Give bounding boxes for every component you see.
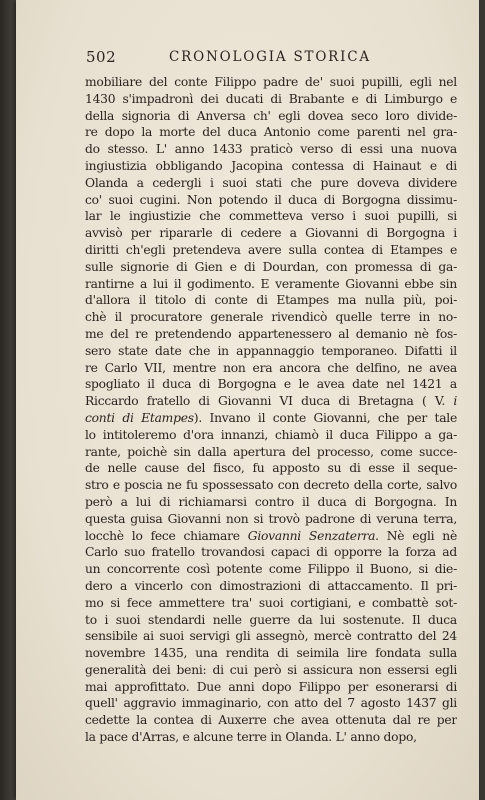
running-head: [86, 48, 454, 68]
text-line: [85, 628, 457, 645]
text-segment: quell' aggravio immaginario, con atto del 7 agosto 1437 gli: [85, 696, 457, 711]
text-segment: lar le ingiustizie che commetteva verso i suoi pupilli, si: [85, 209, 457, 224]
text-line: [85, 477, 457, 494]
text-line: [85, 645, 457, 662]
body-text: [85, 74, 457, 746]
text-segment: della signoria di Anversa ch' egli dovea seco loro divide-: [85, 108, 457, 123]
text-line: [85, 511, 457, 528]
text-line: [85, 460, 457, 477]
text-line: [85, 259, 457, 276]
text-segment: diritti ch'egli pretendeva avere sulla contea di Etampes e: [85, 242, 457, 257]
text-segment: d'allora il titolo di conte di Etampes ma nulla più, poi-: [85, 293, 457, 308]
text-segment: . Nè egli nè: [375, 528, 457, 543]
text-segment: ingiustizia obbligando Jacopina contessa di Hainaut e di: [85, 158, 457, 173]
text-line: [85, 276, 457, 293]
text-segment: avvisò per ripararle di cedere a Giovanni di Borgogna i: [85, 226, 457, 241]
text-segment: dero a vincerlo con dimostrazioni di attaccamento. Il pri-: [85, 578, 457, 593]
text-segment: re dopo la morte del duca Antonio come parenti nel gra-: [85, 125, 457, 140]
text-line: [85, 192, 457, 209]
text-segment: locchè lo fece chiamare: [85, 528, 248, 543]
text-segment: mai approfittato. Due anni dopo Filippo per esonerarsi di: [85, 679, 457, 694]
text-segment: re Carlo VII, mentre non era ancora che delfino, ne avea: [85, 360, 457, 375]
text-line: [85, 427, 457, 444]
text-line: [85, 292, 457, 309]
text-segment: Carlo suo fratello trovandosi capaci di opporre la forza ad: [85, 545, 457, 560]
text-line: [85, 343, 457, 360]
text-line: [85, 561, 457, 578]
text-segment: to i suoi stendardi nelle guerre da lui sostenute. Il duca: [85, 612, 457, 627]
text-segment: la pace d'Arras, e alcune terre in Olanda. L' anno dopo,: [85, 730, 417, 745]
italic-text: Giovanni Senzaterra: [247, 528, 376, 543]
text-line: [85, 595, 457, 612]
text-line: [85, 141, 457, 158]
text-segment: Olanda a cedergli i suoi stati che pure doveva dividere: [85, 175, 457, 190]
text-line: [85, 712, 457, 729]
running-title: CRONOLOGIA STORICA: [169, 49, 371, 65]
text-segment: sulle signorie di Gien e di Dourdan, con promessa di ga-: [85, 259, 457, 274]
text-line: [85, 695, 457, 712]
text-segment: rante, poichè sin dalla apertura del processo, come succe-: [85, 444, 457, 459]
text-segment: do stesso. L' anno 1433 praticò verso di essi una nuova: [85, 142, 457, 157]
text-segment: Riccardo fratello di Giovanni VI duca di Bretagna ( V.: [85, 394, 454, 409]
text-line: [85, 242, 457, 259]
text-segment: spogliato il duca di Borgogna e le avea date nel 1421 a: [85, 377, 457, 392]
italic-text: conti di Etampes: [85, 410, 194, 425]
text-segment: mo si fece ammettere tra' suoi cortigiani, e combattè sot-: [85, 595, 457, 610]
text-segment: novembre 1435, una rendita di seimila lire fondata sulla: [85, 646, 457, 661]
text-line: [85, 679, 457, 696]
text-line: [85, 108, 457, 125]
text-line: [85, 158, 457, 175]
text-line: [85, 612, 457, 629]
text-segment: cedette la contea di Auxerre che avea ottenuta dal re per: [85, 713, 457, 728]
text-segment: generalità dei beni: di cui però si assicura non essersi egli: [85, 662, 457, 677]
text-segment: un concorrente così potente come Filippo il Buono, si die-: [85, 562, 457, 577]
text-line: [85, 494, 457, 511]
text-segment: 1430 s'impadronì dei ducati di Brabante e di Limburgo e: [85, 91, 457, 106]
text-line: [85, 124, 457, 141]
text-line: [85, 662, 457, 679]
text-segment: me del re pretendendo appartenessero al demanio nè fos-: [85, 326, 457, 341]
text-line: [85, 326, 457, 343]
italic-text: i: [453, 394, 457, 409]
text-segment: sensibile ai suoi servigi gli assegnò, mercè contratto del 24: [85, 629, 457, 644]
text-segment: mobiliare del conte Filippo padre de' suoi pupilli, egli nel: [85, 75, 457, 89]
text-line: [85, 309, 457, 326]
text-line: [85, 410, 457, 427]
text-segment: questa guisa Giovanni non si trovò padrone di veruna terra,: [85, 511, 457, 526]
text-segment: de nelle cause del fisco, fu apposto su di esse il seque-: [85, 461, 457, 476]
text-line: [85, 729, 457, 746]
text-line: [85, 225, 457, 242]
text-segment: ). Invano il conte Giovanni, che per tale: [193, 410, 457, 425]
text-line: [85, 376, 457, 393]
text-line: [85, 528, 457, 545]
text-line: [85, 544, 457, 561]
text-line: [85, 91, 457, 108]
text-segment: lo intitoleremo d'ora innanzi, chiamò il duca Filippo a ga-: [85, 427, 457, 442]
text-line: [85, 74, 457, 91]
text-segment: chè il procuratore generale rivendicò quelle terre in no-: [85, 310, 457, 325]
text-line: [85, 444, 457, 461]
text-segment: però a lui di richiamarsi contro il duca di Borgogna. In: [85, 494, 457, 509]
text-line: [85, 393, 457, 410]
text-line: [85, 360, 457, 377]
book-page: [16, 0, 479, 800]
text-line: [85, 578, 457, 595]
text-line: [85, 175, 457, 192]
text-segment: rantirne a lui il godimento. E veramente Giovanni ebbe sin: [85, 276, 457, 291]
text-segment: sero state date che in appannaggio temporaneo. Difatti il: [85, 343, 457, 358]
text-segment: co' suoi cugini. Non potendo il duca di Borgogna dissimu-: [85, 192, 457, 207]
page-number: 502: [86, 48, 117, 66]
text-segment: stro e poscia ne fu spossessato con decreto della corte, salvo: [85, 478, 457, 493]
text-line: [85, 208, 457, 225]
book-gutter: [0, 0, 16, 800]
